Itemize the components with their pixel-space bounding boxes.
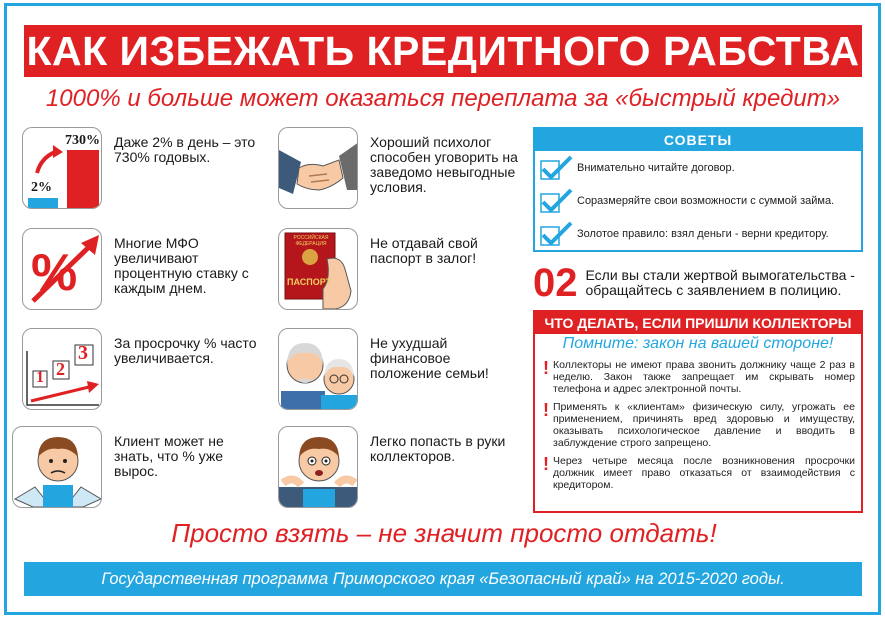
confused-man-icon bbox=[12, 426, 102, 508]
info-item-mfo-rate bbox=[22, 228, 272, 310]
tips-header: СОВЕТЫ bbox=[535, 129, 861, 151]
tip-text: Внимательно читайте договор. bbox=[577, 161, 735, 174]
info-item-text: Не отдавай свой паспорт в залог! bbox=[370, 235, 478, 266]
handshake-icon bbox=[278, 127, 358, 209]
collectors-rule-text: Через четыре месяца после возникновения просрочки должник имеет право отказаться от взаимодействия с кредитором. bbox=[553, 455, 855, 491]
exclamation-icon: ! bbox=[543, 358, 549, 378]
info-item-overdue bbox=[22, 328, 272, 410]
steps-123-icon bbox=[22, 328, 102, 410]
slogan: Просто взять – не значит просто отдать! bbox=[171, 518, 717, 548]
collectors-rule bbox=[535, 455, 861, 491]
checkmark-icon bbox=[535, 186, 577, 216]
tip-text: Золотое правило: взял деньги - верни кредитору. bbox=[577, 227, 829, 240]
elderly-couple-icon bbox=[278, 328, 358, 410]
tips-box bbox=[533, 127, 863, 252]
bar-label-big: 730% bbox=[65, 133, 100, 148]
page-title: КАК ИЗБЕЖАТЬ КРЕДИТНОГО РАБСТВА bbox=[26, 27, 860, 74]
step-1: 1 bbox=[36, 369, 44, 386]
checkmark-icon bbox=[535, 219, 577, 249]
tip-item bbox=[535, 217, 861, 250]
info-item-daily-rate bbox=[22, 127, 272, 209]
info-item-text: Хороший психолог способен уговорить на заведомо невыгодные условия. bbox=[370, 134, 518, 195]
passport-top-text: РОССИЙСКАЯ ФЕДЕРАЦИЯ bbox=[293, 235, 329, 247]
info-item-text: Легко попасть в руки коллекторов. bbox=[370, 433, 506, 464]
passport-hand-icon bbox=[278, 228, 358, 310]
title-banner bbox=[24, 25, 862, 77]
info-item-text: Многие МФО увеличивают процентную ставку с каждым днем. bbox=[114, 235, 249, 296]
bar-label-small: 2% bbox=[31, 180, 52, 195]
info-item-text: Даже 2% в день – это 730% годовых. bbox=[114, 134, 256, 165]
info-item-family bbox=[278, 328, 528, 410]
tip-text: Соразмеряйте свои возможности с суммой займа. bbox=[577, 194, 835, 207]
collectors-subheader: Помните: закон на вашей стороне! bbox=[562, 335, 834, 352]
police-text: Если вы стали жертвой вымогательства - обращайтесь с заявлением в полицию. bbox=[585, 267, 855, 298]
collectors-rule bbox=[535, 401, 861, 449]
step-2: 2 bbox=[56, 359, 65, 379]
checkmark-icon bbox=[535, 153, 577, 183]
collectors-header: ЧТО ДЕЛАТЬ, ЕСЛИ ПРИШЛИ КОЛЛЕКТОРЫ bbox=[535, 312, 861, 334]
info-item-passport bbox=[278, 228, 528, 310]
info-item-text: Клиент может не знать, что % уже вырос. bbox=[114, 433, 224, 479]
collectors-rule bbox=[535, 359, 861, 395]
exclamation-icon: ! bbox=[543, 454, 549, 474]
percent-glyph: % bbox=[31, 244, 78, 302]
collectors-box bbox=[533, 310, 863, 513]
footer-banner bbox=[24, 562, 862, 596]
percent-arrow-up-icon bbox=[22, 228, 102, 310]
percent-growth-bar-icon bbox=[22, 127, 102, 209]
footer-text: Государственная программа Приморского края «Безопасный край» на 2015-2020 годы. bbox=[101, 569, 785, 588]
collectors-rule-text: Применять к «клиентам» физическую силу, угрожать ее применением, причинять вред здоровью и имуществу, оказывать психологическое давление и вводить в заблуждение строго запрещено. bbox=[553, 401, 855, 449]
passport-word: ПАСПОРТ bbox=[287, 277, 332, 287]
subtitle: 1000% и больше может оказаться переплата за «быстрый кредит» bbox=[45, 85, 841, 112]
exclamation-icon: ! bbox=[543, 400, 549, 420]
info-item-collectors bbox=[278, 426, 528, 508]
info-item-psychologist bbox=[278, 127, 528, 209]
collectors-rule-text: Коллекторы не имеют права звонить должнику чаще 2 раз в неделю. Закон также запрещает им скрывать номер телефона и адрес электронной почты. bbox=[553, 359, 855, 395]
tip-item bbox=[535, 151, 861, 184]
step-3: 3 bbox=[78, 342, 88, 364]
info-item-text: Не ухудшай финансовое положение семьи! bbox=[370, 335, 489, 381]
scared-man-icon bbox=[278, 426, 358, 508]
info-item-text: За просрочку % часто увеличивается. bbox=[114, 335, 257, 366]
police-notice bbox=[533, 261, 863, 305]
tip-item bbox=[535, 184, 861, 217]
police-number: 02 bbox=[533, 261, 578, 305]
info-item-client-unaware bbox=[12, 426, 272, 508]
